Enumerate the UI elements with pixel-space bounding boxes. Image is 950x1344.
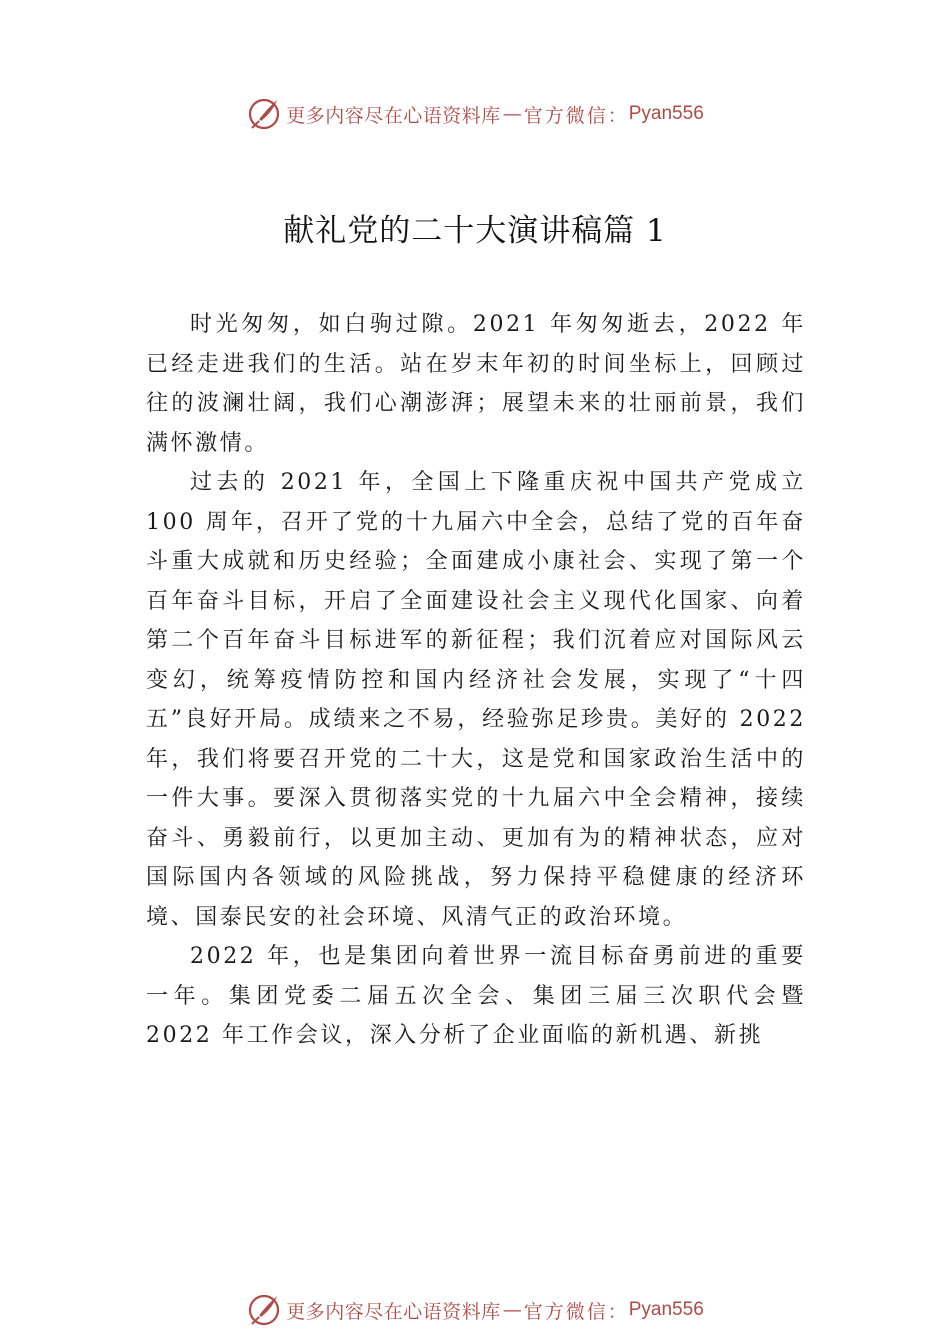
- paragraph-3: 2022 年，也是集团向着世界一流目标奋勇前进的重要一年。集团党委二届五次全会、集团三届三次职代会暨 2022 年工作会议，深入分析了企业面临的新机遇、新挑: [146, 944, 806, 1048]
- banner-text: 更多内容尽在心语资料库: [286, 1300, 501, 1323]
- banner-text: 更多内容尽在心语资料库: [286, 104, 501, 127]
- paragraph-2: 过去的 2021 年，全国上下隆重庆祝中国共产党成立 100 周年，召开了党的十九届六中全会，总结了党的百年奋斗重大成就和历史经验；全面建成小康社会、实现了第一个百年奋斗目标，开启了全面建设社会主义现代化国家、向着第二个百年奋斗目标进军的新征程；我们沉着应对国际风云变幻，统筹疫情防控和国内经济社会发展，实现了“十四五”良好开局。成绩来之不易，经验弥足珍贵。美好的 2022 年，我们将要召开党的二十大，这是党和国家政治生活中的一件大事。要深入贯彻落实党的十九届六中全会精神，接续奋斗、勇毅前行，以更加主动、更加有为的精神状态，应对国际国内各领域的风险挑战，努力保持平稳健康的经济环境、国泰民安的社会环境、风清气正的政治环境。: [146, 470, 806, 930]
- banner-dash: —: [502, 1299, 522, 1321]
- footer-banner: [0, 1290, 950, 1330]
- document-body: [146, 305, 806, 1056]
- banner-wechat-id: Pyan556: [628, 1299, 704, 1320]
- banner-dash: —: [502, 103, 522, 125]
- page-title: 献礼党的二十大演讲稿篇 1: [283, 213, 667, 249]
- quill-logo-icon: [246, 1292, 282, 1328]
- banner-wechat-label: 官方微信：: [523, 1300, 629, 1323]
- quill-logo-icon: [246, 96, 282, 132]
- paragraph-1: 时光匆匆，如白驹过隙。2021 年匆匆逝去，2022 年已经走进我们的生活。站在岁末年初的时间坐标上，回顾过往的波澜壮阔，我们心潮澎湃；展望未来的壮丽前景，我们满怀激情。: [146, 312, 806, 456]
- banner-wechat-label: 官方微信：: [523, 104, 629, 127]
- banner-wechat-id: Pyan556: [628, 103, 704, 124]
- header-banner: [0, 94, 950, 134]
